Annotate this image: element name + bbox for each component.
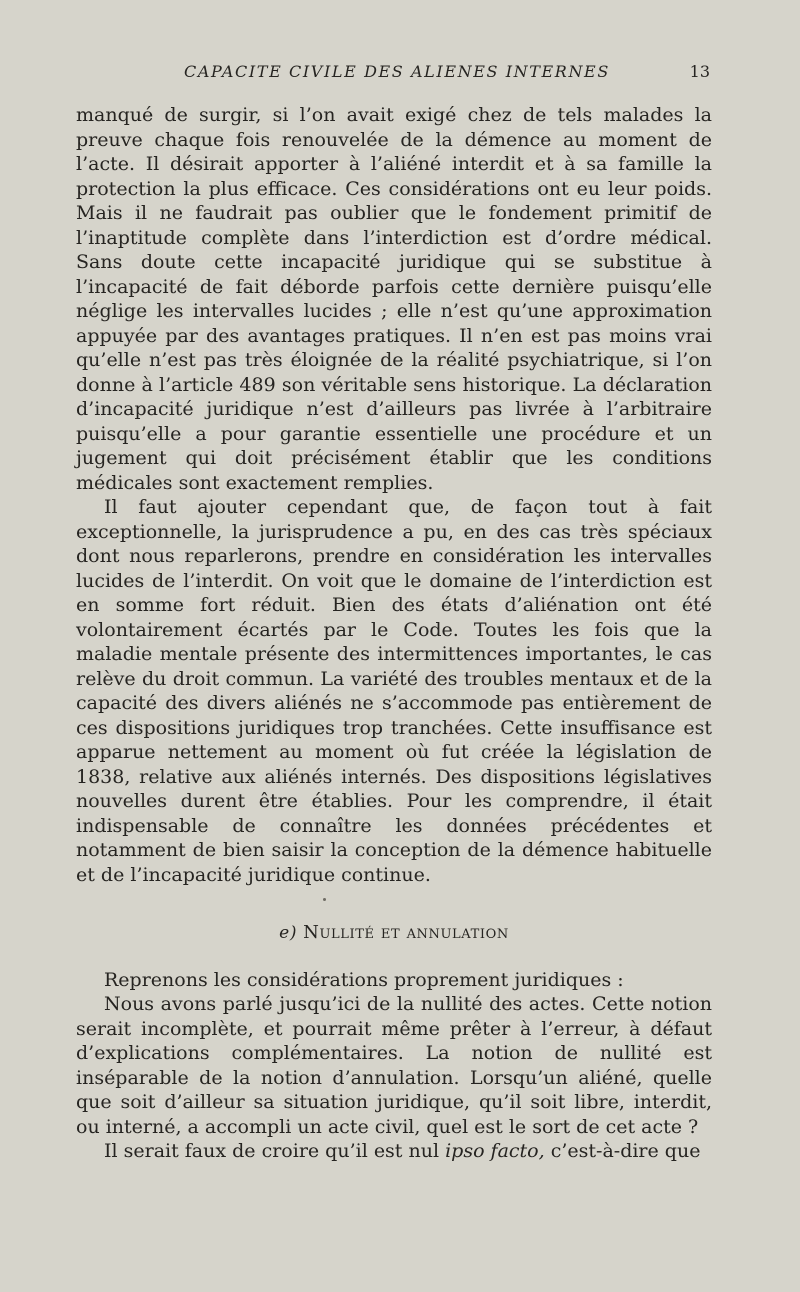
paragraph-1: manqué de surgir, si l’on avait exigé chez de tels malades la preuve chaque fois renouvelée de la démence au moment de l’acte. Il désirait apporter à l’aliéné interdit et à sa famille la protection la plus efficace. Ces considérations ont eu leur poids. Mais il ne faudrait pas oublier que le fondement primitif de l’inaptitude complète dans l’interdiction est d’ordre médical. Sans doute cette incapacité juridique qui se substitue à l’incapacité de fait déborde parfois cette dernière puisqu’elle néglige les intervalles lucides ; elle n’est qu’une approximation appuyée par des avantages pratiques. Il n’en est pas moins vrai qu’elle n’est pas très éloignée de la réalité psychiatrique, si l’on donne à l’article 489 son véritable sens historique. La déclaration d’incapacité juridique n’est d’ailleurs pas livrée à l’arbitraire puisqu’elle a pour garantie essentielle une procédure et un jugement qui doit précisément établir que les conditions médicales sont exactement remplies. [76,104,712,494]
paragraph-3: Reprenons les considérations proprement juridiques : [104,968,624,991]
body-text [76,103,712,1164]
last-line-start: Il serait faux de croire qu’il est nul [104,1140,446,1162]
paper-speck [323,898,326,901]
paragraph-4: Nous avons parlé jusqu’ici de la nullité des actes. Cette notion serait incomplète, et pourrait même prêter à l’erreur, à défaut d’explications complémentaires. La notion de nullité est inséparable de la notion d’annulation. Lorsqu’un aliéné, quelle que soit d’ailleur sa situation juridique, qu’il soit libre, interdit, ou interné, a accompli un acte civil, quel est le sort de cet acte ? [76,993,712,1138]
section-letter: e) [279,923,298,943]
running-title: CAPACITE CIVILE DES ALIENES INTERNES [184,62,610,81]
page-number: 13 [689,62,710,81]
section-heading [76,921,712,946]
last-line-end: c’est-à-dire que [544,1140,701,1162]
latin-emphasis: ipso facto, [445,1140,545,1162]
section-title: Nullité et annulation [303,922,509,943]
paragraph-2: Il faut ajouter cependant que, de façon tout à fait exceptionnelle, la jurisprudence a pu, en des cas très spéciaux dont nous reparlerons, prendre en considération les intervalles lucides de l’interdit. On voit que le domaine de l’interdiction est en somme fort réduit. Bien des états d’aliénation ont été volontairement écartés par le Code. Toutes les fois que la maladie mentale présente des intermittences importantes, le cas relève du droit commun. La variété des troubles mentaux et de la capacité des divers aliénés ne s’accommode pas entièrement de ces dispositions juridiques trop tranchées. Cette insuffisance est apparue nettement au moment où fut créée la législation de 1838, relative aux aliénés internés. Des dispositions législatives nouvelles durent être établies. Pour les comprendre, il était indispensable de connaître les données précédentes et notamment de bien saisir la conception de la démence habituelle et de l’incapacité juridique continue. [76,496,712,886]
running-header [0,60,800,86]
paragraph-5 [76,1139,712,1164]
